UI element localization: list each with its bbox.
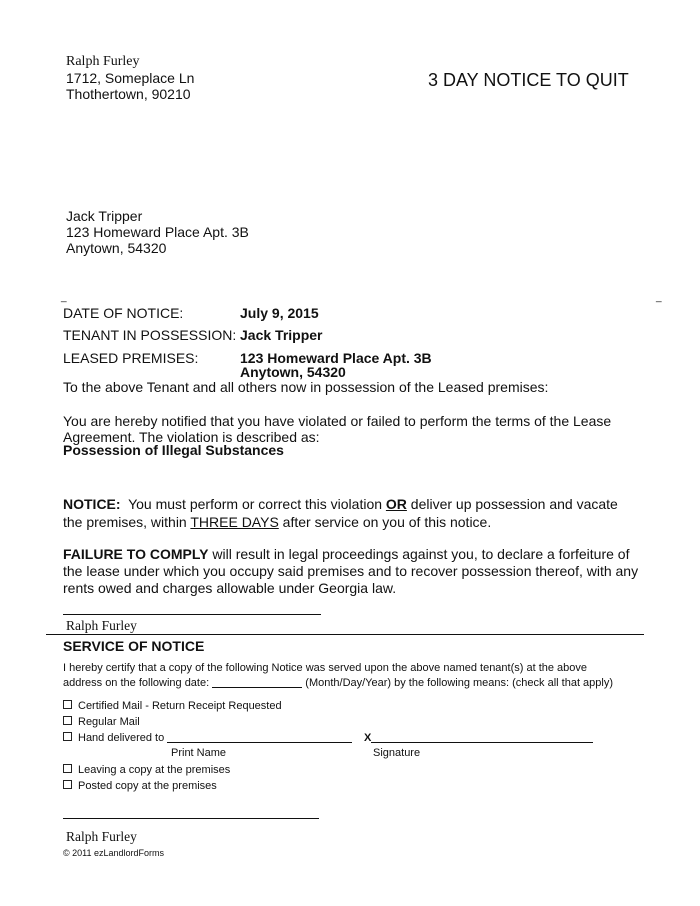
leased-premises-line1: 123 Homeward Place Apt. 3B	[240, 350, 432, 366]
certify-line2-part2: (Month/Day/Year) by the following means: (check all that apply)	[302, 677, 614, 689]
tenant-name: Jack Tripper	[66, 208, 143, 224]
option-posted-copy	[63, 780, 217, 792]
violation-text-line2: Agreement. The violation is described as:	[63, 429, 320, 445]
certify-line2-part1: address on the following date:	[63, 677, 213, 689]
notice-text-part2: deliver up possession and vacate	[406, 496, 618, 512]
tenant-in-possession-value: Jack Tripper	[240, 327, 323, 343]
failure-line3: rents owed and charges allowable under Georgia law.	[63, 580, 397, 596]
tenant-address-line1: 123 Homeward Place Apt. 3B	[66, 224, 249, 240]
certify-line1: I hereby certify that a copy of the following Notice was served upon the above named tenant(s) at the above	[63, 662, 588, 674]
leased-premises-line2: Anytown, 54320	[240, 364, 346, 380]
leaving-copy-label: Leaving a copy at the premises	[78, 764, 231, 776]
section-divider	[46, 634, 644, 635]
failure-text-part1: will result in legal proceedings against you, to declare a forfeiture of	[208, 546, 630, 562]
print-name-field[interactable]	[167, 742, 352, 743]
notice-line2-part2: after service on you of this notice.	[278, 514, 492, 530]
notice-line1	[63, 496, 618, 512]
option-leaving-copy	[63, 764, 230, 776]
certified-mail-checkbox[interactable]	[63, 700, 72, 709]
posted-copy-checkbox[interactable]	[63, 780, 72, 789]
failure-line2: the lease under which you occupy said premises and to recover possession thereof, with any	[63, 563, 639, 579]
option-certified-mail	[63, 700, 282, 712]
hand-delivered-label: Hand delivered to	[78, 732, 168, 744]
notice-line2-part1: the premises, within	[63, 514, 191, 530]
signature-name: Ralph Furley	[66, 618, 137, 633]
signature-field[interactable]	[371, 742, 593, 743]
failure-line1	[63, 546, 629, 562]
intro-text: To the above Tenant and all others now in possession of the Leased premises:	[63, 379, 549, 395]
notice-label: NOTICE:	[63, 496, 121, 512]
leased-premises-label: LEASED PREMISES:	[63, 350, 199, 366]
footer-signature-line	[63, 818, 319, 819]
service-date-field[interactable]	[212, 687, 302, 688]
certified-mail-label: Certified Mail - Return Receipt Requested	[78, 700, 282, 712]
margin-mark-left: _	[61, 292, 67, 303]
regular-mail-checkbox[interactable]	[63, 716, 72, 725]
signature-label: Signature	[373, 747, 421, 759]
leaving-copy-checkbox[interactable]	[63, 764, 72, 773]
signature-x-mark	[364, 732, 593, 744]
violation-text-line1: You are hereby notified that you have violated or failed to perform the terms of the Lease	[63, 413, 612, 429]
landlord-name: Ralph Furley	[66, 54, 140, 69]
date-of-notice-label: DATE OF NOTICE:	[63, 305, 184, 321]
landlord-address-line1: 1712, Someplace Ln	[66, 70, 195, 86]
document-title: 3 DAY NOTICE TO QUIT	[428, 70, 629, 90]
margin-mark-right: _	[656, 292, 662, 303]
date-of-notice-value: July 9, 2015	[240, 305, 319, 321]
notice-line2	[63, 514, 491, 530]
posted-copy-label: Posted copy at the premises	[78, 780, 217, 792]
tenant-address-line2: Anytown, 54320	[66, 240, 167, 256]
hand-delivered-checkbox[interactable]	[63, 732, 72, 741]
certify-line2	[63, 677, 613, 689]
notice-text-part1: You must perform or correct this violation	[120, 496, 386, 512]
regular-mail-label: Regular Mail	[78, 716, 140, 728]
print-name-label: Print Name	[171, 747, 227, 759]
failure-label: FAILURE TO COMPLY	[63, 546, 209, 562]
notice-three-days: THREE DAYS	[190, 514, 279, 530]
landlord-address-line2: Thothertown, 90210	[66, 86, 191, 102]
copyright-text: © 2011 ezLandlordForms	[63, 848, 165, 858]
tenant-in-possession-label: TENANT IN POSSESSION:	[63, 327, 237, 343]
option-hand-delivered	[63, 732, 352, 744]
signature-line	[63, 614, 321, 615]
option-regular-mail	[63, 716, 140, 728]
x-mark: X	[364, 732, 372, 744]
footer-signature-name: Ralph Furley	[66, 829, 137, 844]
violation-description: Possession of Illegal Substances	[63, 442, 284, 458]
notice-or: OR	[385, 496, 407, 512]
service-heading: SERVICE OF NOTICE	[63, 638, 205, 654]
